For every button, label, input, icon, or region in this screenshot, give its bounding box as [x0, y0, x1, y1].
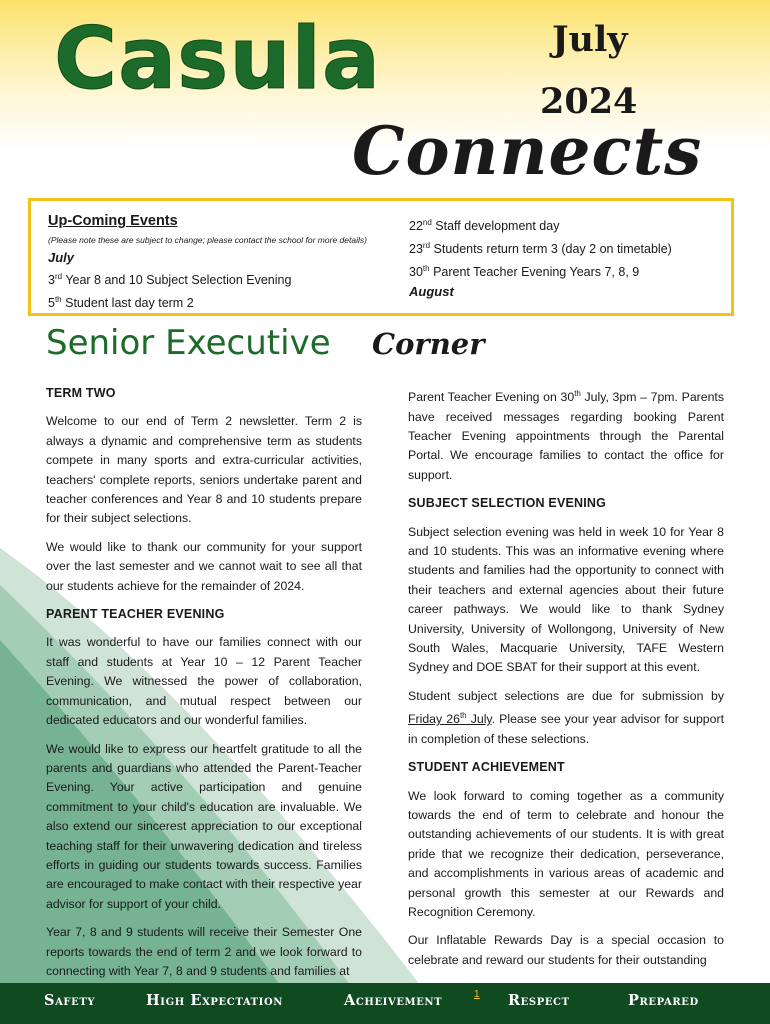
section-title: Senior Executive — [46, 323, 331, 363]
paragraph: Parent Teacher Evening on 30th July, 3pm – 7pm. Parents have received messages regarding booking Parent Teacher Evening appointments through the Parental Portal. We encourage families to contact the office for support. — [408, 389, 724, 482]
event-item: 30th Parent Teacher Evening Years 7, 8, 9 — [409, 264, 640, 280]
paragraph: Our Inflatable Rewards Day is a special occasion to celebrate and reward our students for their outstanding — [408, 933, 724, 967]
paragraph: Welcome to our end of Term 2 newsletter. Term 2 is always a dynamic and comprehensive term as students compete in many sports and extra-curricular activities, teachers' complete reports, seniors undertake parent and teacher conferences and Year 8 and 10 students prepare for their subject selections. — [46, 414, 362, 526]
footer-values-bar — [0, 983, 770, 1024]
footer-value-high-expectation: High Expectation — [146, 992, 284, 1009]
masthead-subtitle: Connects — [352, 112, 703, 190]
event-item: 23rd Students return term 3 (day 2 on timetable) — [409, 241, 672, 257]
footer-value-respect: Respect — [508, 992, 570, 1009]
paragraph: Student subject selections are due for submission by Friday 26th July. Please see your year advisor for support in completion of these selections. — [408, 688, 724, 746]
event-item: 3rd Year 8 and 10 Subject Selection Evening — [48, 272, 292, 288]
masthead-month: July — [552, 19, 628, 60]
paragraph: We look forward to coming together as a community towards the end of term to celebrate and honour the outstanding achievements of our students. It is with great pride that we recognize their dedication, perseverance, and accomplishments in various areas of academic and personal growth this semester at our Rewards and Recognition Ceremony. — [408, 788, 724, 919]
paragraph: We would like to express our heartfelt gratitude to all the parents and guardians who attended the Parent-Teacher Evening. Your active participation and genuine commitment to your child's education are invaluable. We also extend our sincerest appreciation to our exceptional teaching staff for their unwavering dedication and tireless efforts in guiding our students towards success. Families are encouraged to make contact with their respective year advisor for support of your child. — [46, 741, 362, 911]
events-column-left — [48, 213, 378, 313]
paragraph: Year 7, 8 and 9 students will receive their Semester One reports towards the end of term 2 and we look forward to connecting with Year 7, 8 and 9 students and families at — [46, 925, 362, 978]
events-month-july: July — [48, 250, 75, 265]
upcoming-events-box — [28, 198, 734, 316]
paragraph: It was wonderful to have our families connect with our staff and students at Year 10 – 12 Parent Teacher Evening. We witnessed the power of collaboration, communication, and mutual respect between our dedicated educators and our wonderful families. — [46, 635, 362, 728]
due-date: Friday 26th July — [408, 711, 492, 727]
events-heading: Up-Coming Events — [48, 213, 178, 229]
paragraph: Subject selection evening was held in week 10 for Year 8 and 10 students. This was an informative evening where students and families had the opportunity to connect with their teachers and external agencies about their future career pathways. We would like to thank Sydney University, University of Wollongong, University of New South Wales, Macquarie University, TAFE Western Sydney and DOE SBAT for their support at this event. — [408, 524, 724, 675]
article-column-right — [408, 384, 724, 979]
section-title-accent: Corner — [372, 327, 485, 361]
article-column-left — [46, 384, 362, 990]
heading-student-achievement: STUDENT ACHIEVEMENT — [408, 760, 565, 775]
masthead-title: Casula — [54, 9, 382, 109]
events-note: (Please note these are subject to change; please contact the school for more details) — [48, 235, 367, 245]
heading-subject-selection: SUBJECT SELECTION EVENING — [408, 496, 607, 511]
heading-term-two: TERM TWO — [46, 386, 116, 400]
events-column-right — [409, 213, 729, 301]
event-item: 22nd Staff development day — [409, 218, 560, 234]
page-number[interactable]: 1 — [474, 989, 480, 1000]
masthead-year: 2024 — [540, 81, 638, 122]
events-month-august: August — [409, 284, 454, 300]
event-item: 5th Student last day term 2 — [48, 295, 194, 311]
footer-value-prepared: Prepared — [628, 992, 699, 1009]
footer-value-achievement: Acheivement — [344, 992, 443, 1009]
heading-parent-teacher-evening: PARENT TEACHER EVENING — [46, 607, 225, 622]
paragraph: We would like to thank our community for your support over the last semester and we cannot wait to see all that our students achieve for the remainder of 2024. — [46, 539, 362, 593]
footer-value-safety: Safety — [44, 992, 96, 1009]
